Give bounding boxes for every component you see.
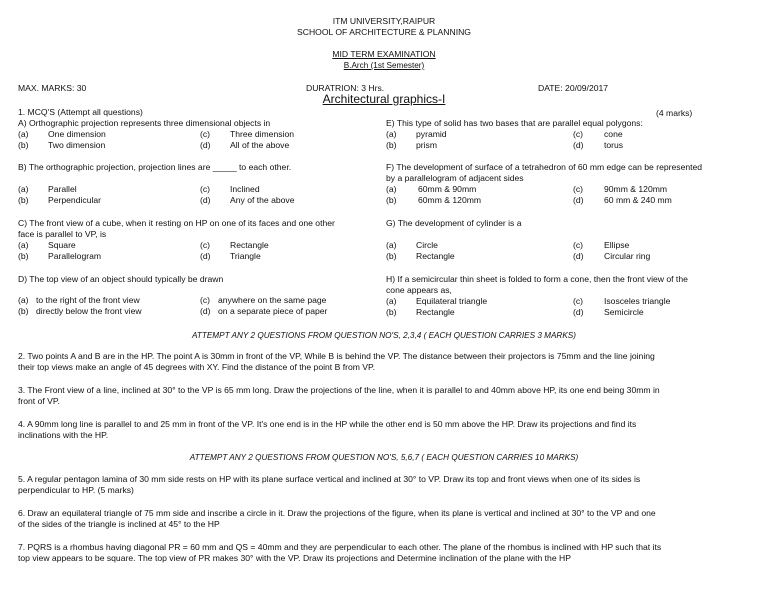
question-6-line2: of the sides of the triangle is inclined at 45° to the HP (18, 519, 220, 529)
option-text: Perpendicular (48, 195, 102, 205)
option-text: 90mm & 120mm (604, 184, 668, 194)
option-marker: (c) (200, 295, 211, 305)
option-text: One dimension (48, 129, 106, 139)
option-marker: (a) (386, 129, 397, 139)
option-text: Inclined (230, 184, 260, 194)
option-marker: (a) (18, 295, 29, 305)
question-5-line1: 5. A regular pentagon lamina of 30 mm side rests on HP with its plane surface vertical and inclined at 30° to VP. Draw its top and front views when one of its sides is (18, 474, 641, 484)
option-marker: (b) (386, 307, 397, 317)
mcq-f-question-line1: F) The development of surface of a tetrahedron of 60 mm edge can be represented (386, 162, 703, 172)
option-text: Ellipse (604, 240, 630, 250)
subject-title: Architectural graphics-I (322, 92, 446, 106)
option-text: Rectangle (416, 307, 455, 317)
option-marker: (d) (200, 251, 211, 261)
option-marker: (d) (573, 307, 584, 317)
option-marker: (b) (18, 140, 29, 150)
instruction-short-questions: ATTEMPT ANY 2 QUESTIONS FROM QUESTION NO'S, 2,3,4 ( EACH QUESTION CARRIES 3 MARKS) (191, 331, 576, 340)
option-marker: (a) (18, 129, 29, 139)
option-text: 60 mm & 240 mm (604, 195, 672, 205)
mcq-a-question: A) Orthographic projection represents three dimensional objects in (18, 118, 271, 128)
option-marker: (b) (18, 306, 29, 316)
section-heading: 1. MCQ'S (Attempt all questions) (18, 107, 143, 117)
option-marker: (b) (386, 140, 397, 150)
option-marker: (c) (200, 240, 211, 250)
option-text: Rectangle (416, 251, 455, 261)
mcq-h-question-line2: cone appears as, (386, 285, 452, 295)
option-marker: (b) (386, 251, 397, 261)
option-marker: (a) (18, 240, 29, 250)
question-7-line2: top view appears to be square. The top view of PR makes 30° with the VP. Draw its projections and Determine inclination of the plane with the HP (18, 553, 571, 563)
option-text: All of the above (230, 140, 290, 150)
duration: DURATRION: 3 Hrs. (306, 83, 385, 93)
program-title: B.Arch (1st Semester) (343, 61, 425, 70)
option-text: Semicircle (604, 307, 644, 317)
option-text: Three dimension (230, 129, 295, 139)
option-text: Rectangle (230, 240, 269, 250)
university-name: ITM UNIVERSITY,RAIPUR (332, 16, 436, 26)
option-text: Equilateral triangle (416, 296, 488, 306)
option-marker: (b) (18, 251, 29, 261)
option-marker: (c) (200, 129, 211, 139)
question-2-line2: their top views make an angle of 45 degrees with XY. Find the distance of the point B from VP. (18, 362, 376, 372)
mcq-h-question-line1: H) If a semicircular thin sheet is folded to form a cone, then the front view of the (386, 274, 688, 284)
option-marker: (c) (573, 129, 584, 139)
option-text: 60mm & 90mm (418, 184, 477, 194)
option-marker: (d) (200, 306, 211, 316)
option-text: Two dimension (48, 140, 106, 150)
option-text: anywhere on the same page (218, 295, 327, 305)
option-text: prism (416, 140, 438, 150)
option-text: torus (604, 140, 624, 150)
option-marker: (d) (200, 195, 211, 205)
option-text: Any of the above (230, 195, 295, 205)
option-text: Isosceles triangle (604, 296, 671, 306)
option-marker: (c) (573, 240, 584, 250)
exam-date: DATE: 20/09/2017 (538, 83, 609, 93)
option-marker: (a) (386, 184, 397, 194)
question-4-line1: 4. A 90mm long line is parallel to and 25 mm in front of the VP. It's one end is in the HP while the other end is 50 mm above the HP. Draw its projections and find its (18, 419, 637, 429)
option-marker: (d) (200, 140, 211, 150)
option-marker: (d) (573, 251, 584, 261)
option-text: Parallelogram (48, 251, 102, 261)
option-marker: (d) (573, 140, 584, 150)
question-4-line2: inclinations with the HP. (18, 430, 109, 440)
question-5-line2: perpendicular to HP. (5 marks) (18, 485, 134, 495)
option-text: Circle (416, 240, 438, 250)
mcq-b-question: B) The orthographic projection, projection lines are _____ to each other. (18, 162, 292, 172)
option-text: Square (48, 240, 76, 250)
option-text: to the right of the front view (36, 295, 140, 305)
question-3-line2: front of VP. (18, 396, 60, 406)
option-marker: (c) (573, 296, 584, 306)
mcq-c-question-line2: face is parallel to VP, is (18, 229, 107, 239)
option-marker: (c) (573, 184, 584, 194)
question-6-line1: 6. Draw an equilateral triangle of 75 mm side and inscribe a circle in it. Draw the projections of the figure, when its plane is vertical and inclined at 30° to the VP and one (18, 508, 656, 518)
option-text: on a separate piece of paper (218, 306, 328, 316)
instruction-long-questions: ATTEMPT ANY 2 QUESTIONS FROM QUESTION NO'S, 5,6,7 ( EACH QUESTION CARRIES 10 MARKS) (189, 453, 579, 462)
option-marker: (d) (573, 195, 584, 205)
option-marker: (a) (18, 184, 29, 194)
school-name: SCHOOL OF ARCHITECTURE & PLANNING (297, 27, 471, 37)
option-marker: (a) (386, 240, 397, 250)
mcq-g-question: G) The development of cylinder is a (386, 218, 522, 228)
option-marker: (a) (386, 296, 397, 306)
question-2-line1: 2. Two points A and B are in the HP. The point A is 30mm in front of the VP, While B is behind the VP. The distance between their projectors is 75mm and the line joining (18, 351, 655, 361)
option-text: Circular ring (604, 251, 651, 261)
option-text: 60mm & 120mm (418, 195, 482, 205)
section-marks: (4 marks) (656, 108, 693, 118)
option-text: Triangle (230, 251, 261, 261)
mcq-f-question-line2: by a parallelogram of adjacent sides (386, 173, 524, 183)
option-text: Parallel (48, 184, 77, 194)
mcq-c-question-line1: C) The front view of a cube, when it resting on HP on one of its faces and one other (18, 218, 335, 228)
option-text: pyramid (416, 129, 447, 139)
mcq-d-question: D) The top view of an object should typically be drawn (18, 274, 224, 284)
option-marker: (b) (18, 195, 29, 205)
option-marker: (b) (386, 195, 397, 205)
question-7-line1: 7. PQRS is a rhombus having diagonal PR = 60 mm and QS = 40mm and they are perpendicular to each other. The plane of the rhombus is inclined with HP such that its (18, 542, 662, 552)
mcq-e-question: E) This type of solid has two bases that are parallel equal polygons: (386, 118, 643, 128)
exam-title: MID TERM EXAMINATION (332, 49, 436, 59)
option-text: cone (604, 129, 623, 139)
max-marks: MAX. MARKS: 30 (18, 83, 87, 93)
option-marker: (c) (200, 184, 211, 194)
option-text: directly below the front view (36, 306, 142, 316)
question-3-line1: 3. The Front view of a line, inclined at 30° to the VP is 65 mm long. Draw the projections of the line, when it is parallel to and 40mm above HP, its one end being 30mm in (18, 385, 660, 395)
